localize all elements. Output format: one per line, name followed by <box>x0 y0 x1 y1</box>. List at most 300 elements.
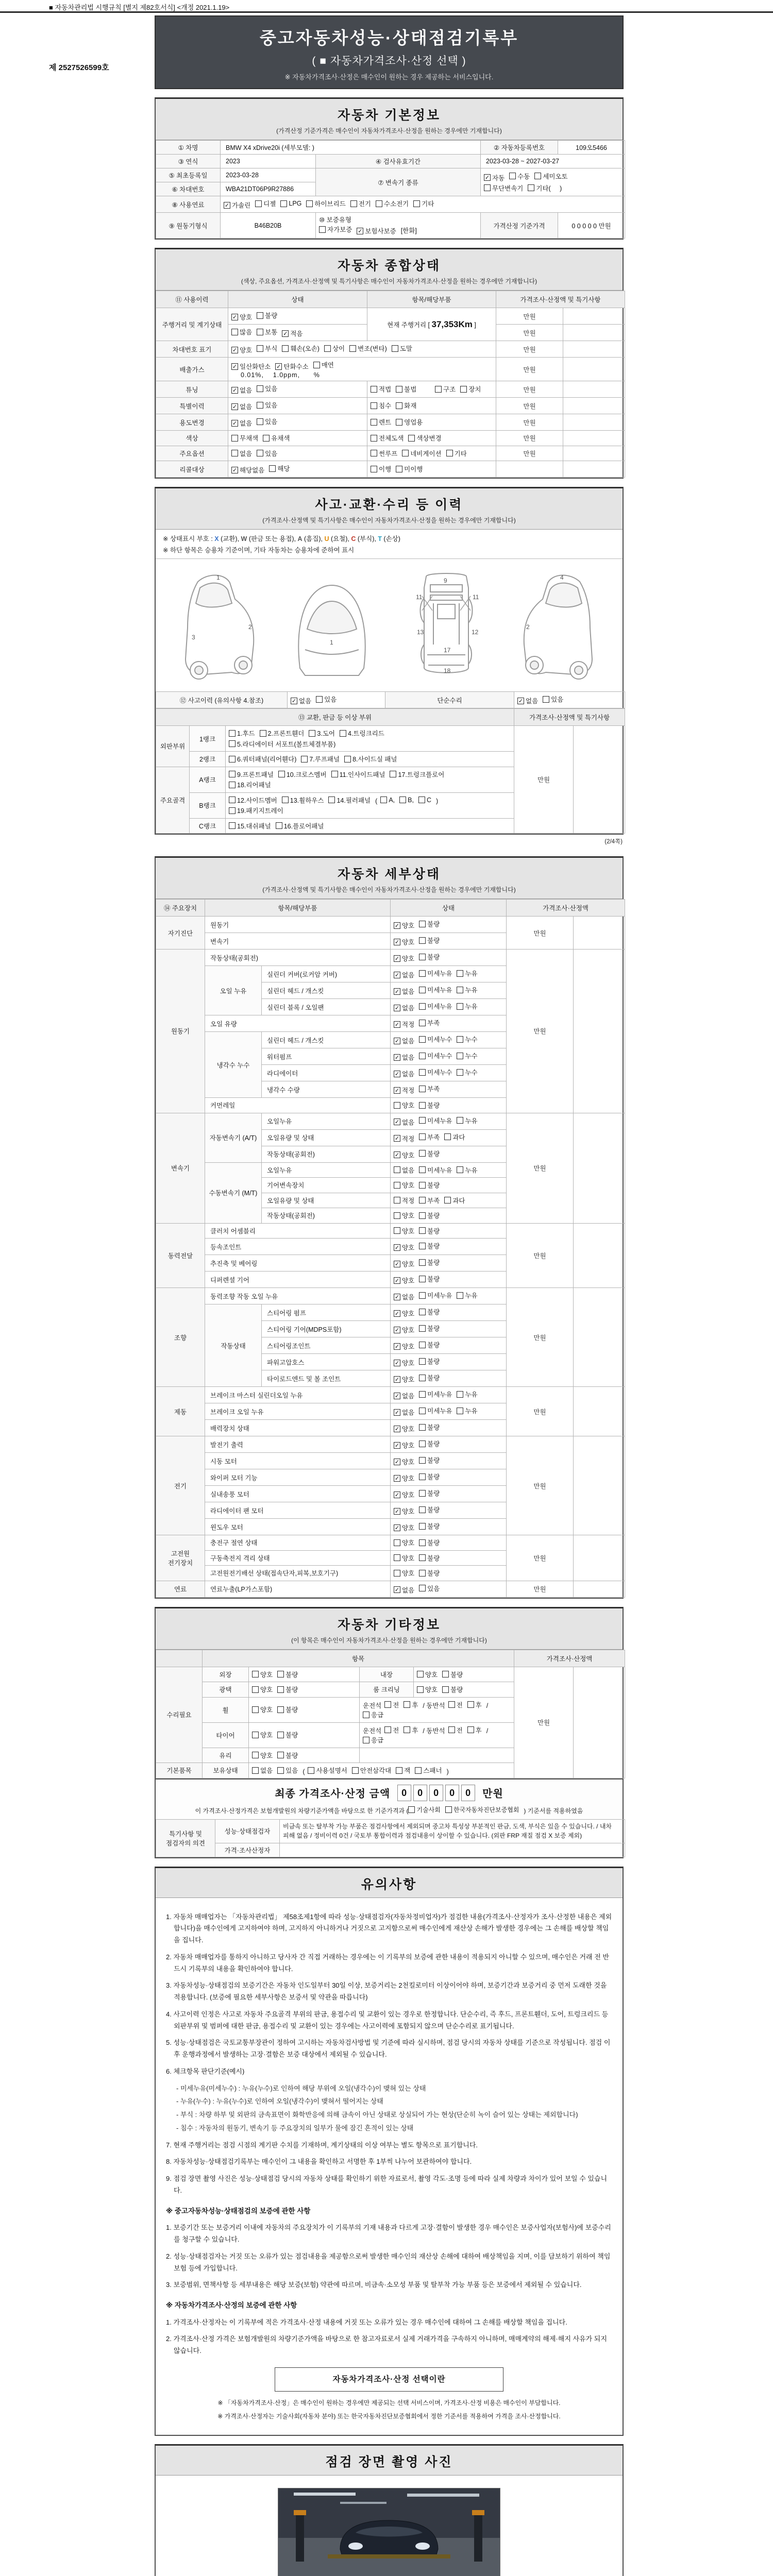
checkbox-unchecked[interactable] <box>404 1725 418 1735</box>
checkbox-unchecked[interactable] <box>394 1538 414 1547</box>
checkbox-checked[interactable] <box>394 1276 414 1285</box>
checkbox-unchecked[interactable] <box>413 199 434 208</box>
checkbox-unchecked[interactable] <box>363 1735 383 1744</box>
checkbox-unchecked[interactable] <box>396 464 423 473</box>
option-line <box>394 1583 503 1595</box>
checkbox-unchecked[interactable] <box>419 1291 452 1300</box>
table-cell: 실린더 헤드 / 개스킷 <box>262 1032 391 1048</box>
checkbox-label: 수소전기 <box>383 200 409 208</box>
checkbox-unchecked[interactable] <box>394 1568 414 1578</box>
checkbox-unchecked[interactable] <box>390 770 444 779</box>
checkbox-unchecked[interactable] <box>394 1226 414 1235</box>
checkbox-unchecked[interactable] <box>399 796 414 804</box>
checkbox-unchecked[interactable] <box>263 433 290 443</box>
checkbox-unchecked[interactable] <box>252 1730 273 1739</box>
checkbox-checked[interactable] <box>231 385 252 395</box>
checkbox-unchecked[interactable] <box>419 1241 440 1250</box>
checkbox-label: 없음 <box>402 1166 415 1174</box>
checkbox-unchecked[interactable] <box>419 1180 440 1190</box>
checkbox-unchecked[interactable] <box>313 360 334 369</box>
checkbox-unchecked[interactable] <box>396 1766 410 1775</box>
checkbox-unchecked[interactable] <box>419 1211 440 1220</box>
checkbox-checked[interactable] <box>394 937 414 946</box>
checkbox-unchecked[interactable] <box>229 754 296 764</box>
checkbox-checked[interactable] <box>394 987 414 996</box>
checkbox-label: 후 <box>475 1726 482 1734</box>
checkbox-unchecked[interactable] <box>419 1568 440 1578</box>
checkbox-unchecked[interactable] <box>376 199 409 208</box>
checkbox-unchecked[interactable] <box>419 1002 452 1011</box>
checkbox-box: ✓ <box>232 347 238 353</box>
checkbox-unchecked[interactable] <box>257 344 277 353</box>
checkbox-box <box>260 730 266 737</box>
checkbox-checked[interactable] <box>394 1259 414 1268</box>
table-cell <box>391 1436 507 1453</box>
checkbox-unchecked[interactable] <box>467 1725 482 1735</box>
checkbox-unchecked[interactable] <box>229 770 274 779</box>
checkbox-checked[interactable] <box>291 696 311 705</box>
checkbox-unchecked[interactable] <box>394 1100 414 1110</box>
checkbox-checked[interactable] <box>394 1506 414 1516</box>
checkbox-label: 13.휠하우스 <box>290 796 324 804</box>
checkbox-unchecked[interactable] <box>252 1670 273 1679</box>
checkbox-unchecked[interactable] <box>419 1067 452 1077</box>
header-cell: 항목/해당부품 <box>367 291 496 308</box>
checkbox-checked[interactable] <box>394 1036 414 1045</box>
checkbox-checked[interactable] <box>394 1424 414 1433</box>
checkbox-unchecked[interactable] <box>457 1389 477 1399</box>
checkbox-unchecked[interactable] <box>278 770 327 779</box>
checkbox-checked[interactable] <box>394 1292 414 1301</box>
checkbox-checked[interactable] <box>231 312 252 321</box>
checkbox-box: ✓ <box>224 202 230 209</box>
option-line <box>229 795 511 806</box>
checkbox-unchecked[interactable] <box>252 1751 273 1760</box>
table-cell <box>288 692 385 708</box>
checkbox-unchecked[interactable] <box>457 1406 477 1415</box>
checkbox-unchecked[interactable] <box>349 344 387 353</box>
checkbox-box <box>419 1182 426 1189</box>
checkbox-unchecked[interactable] <box>419 1307 440 1316</box>
checkbox-checked[interactable] <box>394 954 414 963</box>
checkbox-unchecked[interactable] <box>394 1196 414 1205</box>
option-line <box>252 1669 356 1680</box>
checkbox-checked[interactable] <box>224 200 250 210</box>
checkbox-unchecked[interactable] <box>276 821 324 831</box>
checkbox-unchecked[interactable] <box>408 1805 440 1814</box>
checkbox-unchecked[interactable] <box>457 1116 477 1125</box>
checkbox-unchecked[interactable] <box>269 464 290 473</box>
checkbox-unchecked[interactable] <box>415 1766 442 1775</box>
checkbox-checked[interactable] <box>231 402 252 411</box>
checkbox-box: ✓ <box>394 1119 400 1125</box>
checkbox-unchecked[interactable] <box>419 1406 452 1415</box>
checkbox-unchecked[interactable] <box>231 449 252 458</box>
checkbox-unchecked[interactable] <box>419 936 440 945</box>
checkbox-unchecked[interactable] <box>324 344 345 353</box>
checkbox-unchecked[interactable] <box>457 1035 477 1044</box>
checkbox-label: 없음 <box>402 1071 415 1078</box>
checkbox-unchecked[interactable] <box>257 327 277 336</box>
table-row <box>156 341 625 358</box>
checkbox-unchecked[interactable] <box>419 1373 440 1382</box>
notice-band <box>156 1868 623 1898</box>
checkbox-unchecked[interactable] <box>509 172 530 181</box>
checkbox-checked[interactable] <box>394 1457 414 1466</box>
notice-item: 2. 성능·상태점검자는 거짓 또는 오류가 있는 점검내용을 제공함으로써 발생한 매수인의 재산상 손해에 대하여 배상책임을 지며, 이를 담보하기 위하여 책임보험 등에 가입합니다. <box>166 2252 611 2272</box>
checkbox-unchecked[interactable] <box>277 1705 298 1714</box>
checkbox-unchecked[interactable] <box>277 1766 298 1775</box>
checkbox-unchecked[interactable] <box>435 384 456 394</box>
checkbox-unchecked[interactable] <box>260 728 305 738</box>
checkbox-unchecked[interactable] <box>328 795 371 805</box>
checkbox-unchecked[interactable] <box>408 433 441 443</box>
checkbox-unchecked[interactable] <box>229 728 255 738</box>
checkbox-unchecked[interactable] <box>282 344 320 353</box>
checkbox-box <box>419 1375 426 1381</box>
checkbox-label: 후 <box>475 1701 482 1709</box>
checkbox-checked[interactable] <box>394 1473 414 1483</box>
checkbox-unchecked[interactable] <box>419 1051 452 1060</box>
checkbox-unchecked[interactable] <box>484 183 523 193</box>
checkbox-unchecked[interactable] <box>419 969 452 978</box>
option-line <box>484 183 621 194</box>
checkbox-unchecked[interactable] <box>448 1700 463 1709</box>
checkbox-unchecked[interactable] <box>418 796 431 804</box>
checkbox-unchecked[interactable] <box>419 1324 440 1333</box>
checkbox-unchecked[interactable] <box>419 1165 452 1175</box>
checkbox-checked[interactable] <box>394 1391 414 1400</box>
checkbox-box <box>419 1309 426 1315</box>
table-cell <box>563 341 625 358</box>
checkbox-checked[interactable] <box>231 465 264 474</box>
checkbox-box <box>408 1806 415 1813</box>
checkbox-box <box>399 796 406 803</box>
checkbox-unchecked[interactable] <box>371 384 391 394</box>
checkbox-unchecked[interactable] <box>419 1584 440 1593</box>
table-cell: 스티어링 기어(MDPS포함) <box>262 1321 391 1337</box>
checkbox-unchecked[interactable] <box>394 1180 414 1190</box>
checkbox-unchecked[interactable] <box>419 1196 440 1205</box>
checkbox-box <box>344 756 351 762</box>
checkbox-unchecked[interactable] <box>419 1538 440 1547</box>
checkbox-unchecked[interactable] <box>419 1553 440 1563</box>
checkbox-unchecked[interactable] <box>394 1553 414 1563</box>
checkbox-checked[interactable] <box>394 970 414 979</box>
checkbox-checked[interactable] <box>231 362 271 371</box>
notice-subitem: - 누유(누수) : 누유(누수)로 인하여 오일(냉각수)이 맺혀서 떨어지는 상태 <box>176 2097 383 2106</box>
table-cell: 냉각수 누수 <box>205 1032 262 1098</box>
checkbox-unchecked[interactable] <box>457 1051 477 1060</box>
checkbox-checked[interactable] <box>394 1440 414 1450</box>
checkbox-checked[interactable] <box>357 226 396 235</box>
checkbox-checked[interactable] <box>394 1243 414 1252</box>
accident-flags-table <box>156 691 623 708</box>
etc-title: 자동차 기타정보 <box>338 1617 441 1632</box>
checkbox-unchecked[interactable] <box>534 172 567 181</box>
checkbox-unchecked[interactable] <box>419 1455 440 1465</box>
checkbox-unchecked[interactable] <box>419 1472 440 1481</box>
checkbox-checked[interactable] <box>282 329 303 338</box>
checkbox-unchecked[interactable] <box>392 344 412 353</box>
checkbox-label: 불량 <box>427 1182 440 1189</box>
checkbox-unchecked[interactable] <box>319 225 352 234</box>
checkbox-label: 양호 <box>402 1261 415 1268</box>
checkbox-label: 양호 <box>240 314 253 321</box>
checkbox-unchecked[interactable] <box>277 1751 298 1760</box>
checkbox-unchecked[interactable] <box>419 985 452 994</box>
checkbox-checked[interactable] <box>394 1117 414 1127</box>
checkbox-unchecked[interactable] <box>448 1725 463 1735</box>
checkbox-unchecked[interactable] <box>257 449 277 458</box>
checkbox-unchecked[interactable] <box>419 1018 440 1027</box>
checkbox-box <box>419 1391 426 1398</box>
checkbox-unchecked[interactable] <box>229 795 277 805</box>
checkbox-checked[interactable] <box>394 1020 414 1029</box>
checkbox-unchecked[interactable] <box>229 821 271 831</box>
checkbox-box <box>396 1767 402 1774</box>
checkbox-unchecked[interactable] <box>419 1100 440 1110</box>
checkbox-unchecked[interactable] <box>419 1226 440 1235</box>
checkbox-label: 응급 <box>371 1737 384 1744</box>
checkbox-checked[interactable] <box>394 1585 414 1595</box>
table-cell: 기어변속장치 <box>262 1178 391 1193</box>
notice-item: 5. 성능·상태점검은 국토교통부장관이 정하여 고시하는 자동차검사방법 및 기준에 따라 실시하며, 점검 당시의 자동차 상태를 기준으로 작성됩니다. 점검 이후 운행과정에서 발생하는 고장·결함은 보증 대상에서 제외될 수 있습니다. <box>166 2039 611 2059</box>
checkbox-unchecked[interactable] <box>352 1766 391 1775</box>
checkbox-box <box>252 1767 259 1774</box>
checkbox-box <box>282 345 289 352</box>
checkbox-unchecked[interactable] <box>252 1685 273 1694</box>
checkbox-checked[interactable] <box>394 1342 414 1351</box>
checkbox-box <box>229 796 236 803</box>
checkbox-unchecked[interactable] <box>419 952 440 961</box>
checkbox-checked[interactable] <box>394 1309 414 1318</box>
checkbox-unchecked[interactable] <box>396 401 416 410</box>
checkbox-unchecked[interactable] <box>306 199 345 208</box>
checkbox-checked[interactable] <box>484 173 505 182</box>
checkbox-unchecked[interactable] <box>419 919 440 928</box>
checkbox-unchecked[interactable] <box>371 433 404 443</box>
checkbox-unchecked[interactable] <box>419 1422 440 1432</box>
table-row <box>156 1650 625 1667</box>
table-row <box>156 308 625 325</box>
checkbox-unchecked[interactable] <box>344 754 397 764</box>
checkbox-label: 보험사보증 <box>365 228 396 235</box>
checkbox-unchecked[interactable] <box>340 728 384 738</box>
table-cell: 동력조향 작동 오일 누유 <box>205 1288 391 1304</box>
checkbox-unchecked[interactable] <box>277 1685 298 1694</box>
checkbox-unchecked[interactable] <box>301 754 340 764</box>
table-cell: 와이퍼 모터 기능 <box>205 1469 391 1486</box>
checkbox-unchecked[interactable] <box>442 1685 463 1694</box>
checkbox-checked[interactable] <box>394 921 414 930</box>
option-line <box>319 224 477 236</box>
table-cell <box>391 1304 507 1321</box>
checkbox-checked[interactable] <box>517 696 538 705</box>
state-code: C <box>351 535 356 543</box>
checkbox-box <box>280 200 287 207</box>
checkbox-checked[interactable] <box>394 1523 414 1532</box>
checkbox-unchecked[interactable] <box>404 1700 418 1709</box>
checkbox-unchecked[interactable] <box>257 400 277 410</box>
checkbox-unchecked[interactable] <box>350 199 371 208</box>
checkbox-unchecked[interactable] <box>457 985 477 994</box>
checkbox-box <box>484 184 491 191</box>
checkbox-checked[interactable] <box>394 1358 414 1367</box>
checkbox-unchecked[interactable] <box>419 1274 440 1283</box>
table-cell: 만원 <box>496 446 563 461</box>
checkbox-label: 11.인사이드패널 <box>339 771 385 778</box>
checkbox-checked[interactable] <box>394 1325 414 1334</box>
checkbox-label: 색상변경 <box>416 435 442 442</box>
checkbox-box <box>419 1473 426 1480</box>
checkbox-unchecked[interactable] <box>419 1389 452 1399</box>
checkbox-unchecked[interactable] <box>417 1670 438 1679</box>
state-code: U <box>324 535 329 543</box>
checkbox-label: 후 <box>412 1701 418 1709</box>
checkbox-label: 불량 <box>427 1243 440 1250</box>
checkbox-unchecked[interactable] <box>394 1165 414 1175</box>
checkbox-unchecked[interactable] <box>419 1488 440 1498</box>
checkbox-unchecked[interactable] <box>419 1084 440 1093</box>
notice-subheader: ※ 자동차가격조사·산정의 보증에 관한 사항 <box>166 2301 297 2310</box>
table-cell: 만원 <box>514 726 574 834</box>
section-overall-condition <box>155 248 624 479</box>
checkbox-unchecked[interactable] <box>384 1700 399 1709</box>
checkbox-checked[interactable] <box>275 362 308 371</box>
checkbox-unchecked[interactable] <box>419 1035 452 1044</box>
checkbox-unchecked[interactable] <box>419 1340 440 1349</box>
checkbox-unchecked[interactable] <box>394 1211 414 1220</box>
table-cell: 구동축전지 격리 상태 <box>205 1550 391 1566</box>
checkbox-checked[interactable] <box>394 1408 414 1417</box>
checkbox-checked[interactable] <box>394 1003 414 1012</box>
checkbox-unchecked[interactable] <box>277 1670 298 1679</box>
checkbox-unchecked[interactable] <box>308 1766 347 1775</box>
inspection-photo-front <box>278 2488 500 2576</box>
checkbox-unchecked[interactable] <box>457 1067 477 1077</box>
checkbox-unchecked[interactable] <box>457 1165 477 1175</box>
table-cell <box>249 1682 360 1698</box>
checkbox-checked[interactable] <box>394 1150 414 1160</box>
checkbox-unchecked[interactable] <box>252 1766 273 1775</box>
checkbox-unchecked[interactable] <box>257 417 277 426</box>
checkbox-unchecked[interactable] <box>543 694 563 704</box>
table-cell <box>414 1682 514 1698</box>
checkbox-unchecked[interactable] <box>442 1670 463 1679</box>
table-row <box>156 398 625 414</box>
table-row <box>156 213 625 239</box>
checkbox-unchecked[interactable] <box>419 1116 452 1125</box>
checkbox-label: 부족 <box>427 1133 440 1141</box>
checkbox-unchecked[interactable] <box>371 401 391 410</box>
option-line <box>291 694 382 706</box>
checkbox-unchecked[interactable] <box>444 1132 465 1142</box>
table-cell <box>391 1239 507 1255</box>
checkbox-unchecked[interactable] <box>419 1258 440 1267</box>
checkbox-unchecked[interactable] <box>460 384 481 394</box>
checkbox-unchecked[interactable] <box>280 200 301 207</box>
checkbox-unchecked[interactable] <box>331 770 385 779</box>
checkbox-unchecked[interactable] <box>231 327 252 336</box>
table-cell: 시동 모터 <box>205 1453 391 1469</box>
checkbox-unchecked[interactable] <box>396 384 416 394</box>
checkbox-checked[interactable] <box>394 1086 414 1095</box>
table-cell <box>391 1519 507 1535</box>
checkbox-unchecked[interactable] <box>419 1521 440 1531</box>
checkbox-unchecked[interactable] <box>309 728 335 738</box>
checkbox-unchecked[interactable] <box>417 1685 438 1694</box>
checkbox-unchecked[interactable] <box>402 449 441 458</box>
checkbox-unchecked[interactable] <box>419 1149 440 1158</box>
checkbox-unchecked[interactable] <box>371 449 397 458</box>
checkbox-label: 불량 <box>427 1440 440 1448</box>
table-cell: 룸 크리닝 <box>360 1682 414 1698</box>
accident-title: 사고·교환·수리 등 이력 <box>315 498 463 512</box>
checkbox-unchecked[interactable] <box>467 1700 482 1709</box>
checkbox-unchecked[interactable] <box>528 183 562 193</box>
checkbox-unchecked[interactable] <box>282 795 324 805</box>
checkbox-unchecked[interactable] <box>384 1725 399 1735</box>
checkbox-checked[interactable] <box>394 1134 414 1143</box>
table-cell: 배력장치 상태 <box>205 1420 391 1436</box>
checkbox-unchecked[interactable] <box>316 694 337 704</box>
checkbox-unchecked[interactable] <box>255 199 276 208</box>
checkbox-unchecked[interactable] <box>419 1505 440 1514</box>
checkbox-unchecked[interactable] <box>444 1196 465 1205</box>
checkbox-checked[interactable] <box>394 1490 414 1499</box>
checkbox-unchecked[interactable] <box>257 311 277 320</box>
checkbox-unchecked[interactable] <box>380 796 395 804</box>
checkbox-unchecked[interactable] <box>419 1132 440 1142</box>
checkbox-unchecked[interactable] <box>446 449 467 458</box>
checkbox-unchecked[interactable] <box>419 1439 440 1448</box>
checkbox-checked[interactable] <box>231 345 252 354</box>
option-line <box>394 1226 503 1236</box>
checkbox-unchecked[interactable] <box>419 1357 440 1366</box>
table-cell <box>367 446 496 461</box>
notice-subheader: ※ 중고자동차성능·상태점검의 보증에 관한 사항 <box>166 2207 311 2215</box>
checkbox-box <box>419 1020 426 1026</box>
checkbox-unchecked[interactable] <box>229 780 271 789</box>
checkbox-unchecked[interactable] <box>457 969 477 978</box>
svg-text:18: 18 <box>443 667 451 674</box>
checkbox-unchecked[interactable] <box>396 417 423 427</box>
table-cell: 고전원전기배선 상태(접속단자,피복,보호기구) <box>205 1566 391 1581</box>
checkbox-checked[interactable] <box>394 1053 414 1062</box>
checkbox-box <box>394 1102 400 1109</box>
basic-table-el <box>156 140 625 239</box>
checkbox-unchecked[interactable] <box>445 1805 519 1814</box>
checkbox-unchecked[interactable] <box>257 384 277 393</box>
checkbox-unchecked[interactable] <box>231 433 258 443</box>
checkbox-checked[interactable] <box>394 1069 414 1078</box>
checkbox-unchecked[interactable] <box>363 1710 383 1719</box>
checkbox-label: 불법 <box>404 386 417 394</box>
checkbox-unchecked[interactable] <box>457 1291 477 1300</box>
checkbox-unchecked[interactable] <box>371 417 391 427</box>
checkbox-checked[interactable] <box>394 1375 414 1384</box>
checkbox-unchecked[interactable] <box>457 1002 477 1011</box>
checkbox-box <box>229 730 236 737</box>
checkbox-checked[interactable] <box>231 418 252 428</box>
checkbox-box: ✓ <box>394 1261 400 1267</box>
checkbox-unchecked[interactable] <box>229 806 283 815</box>
checkbox-unchecked[interactable] <box>252 1705 273 1714</box>
checkbox-unchecked[interactable] <box>277 1730 298 1739</box>
checkbox-unchecked[interactable] <box>371 464 391 473</box>
checkbox-unchecked[interactable] <box>229 739 335 749</box>
